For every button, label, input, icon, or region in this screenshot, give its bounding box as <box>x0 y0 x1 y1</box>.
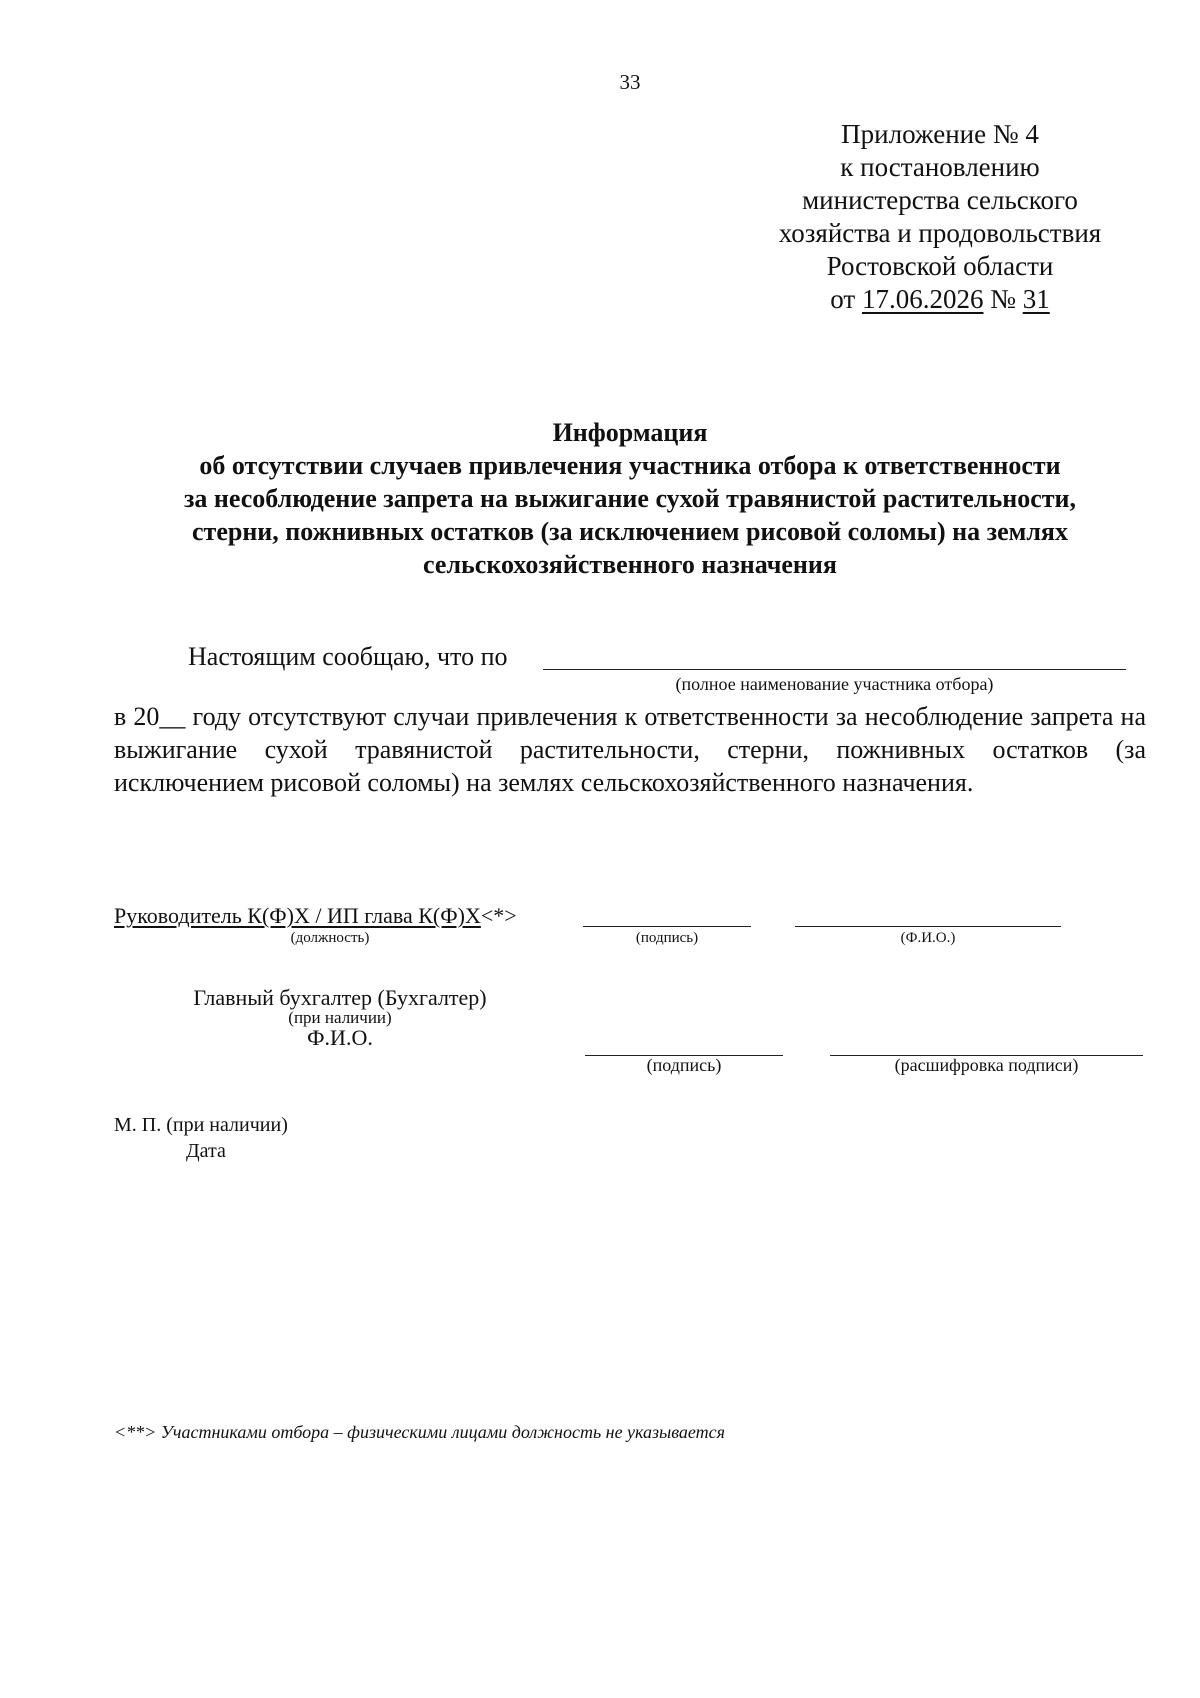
appendix-date-line <box>760 283 1120 316</box>
title-line: стерни, пожнивных остатков (за исключением рисовой соломы) на землях <box>192 517 1068 546</box>
appendix-line: Приложение № 4 <box>841 119 1039 149</box>
participant-name-blank[interactable] <box>543 669 1126 670</box>
appendix-line: к постановлению <box>840 152 1040 182</box>
participant-caption: (полное наименование участника отбора) <box>675 674 994 694</box>
appendix-line: Ростовской области <box>826 251 1054 281</box>
footnote-marker: <*> <box>480 903 517 928</box>
page-number: 33 <box>619 70 641 94</box>
stamp-place: М. П. (при наличии) <box>114 1114 288 1136</box>
head-position <box>114 903 517 929</box>
position-caption: (должность) <box>290 930 370 946</box>
signature-caption: (подпись) <box>635 930 699 946</box>
number-prefix: № <box>990 284 1016 314</box>
resolution-number: 31 <box>1022 284 1050 314</box>
accountant-fio: Ф.И.О. <box>307 1025 373 1050</box>
fio-caption: (Ф.И.О.) <box>900 930 956 946</box>
resolution-date: 17.06.2026 <box>861 284 984 314</box>
document-title <box>90 416 1170 581</box>
appendix-line: министерства сельского <box>802 185 1078 215</box>
accountant-signature-caption: (подпись) <box>646 1055 722 1075</box>
title-line: за несоблюдение запрета на выжигание сухой травянистой растительности, <box>183 484 1077 513</box>
title-line: сельскохозяйственного назначения <box>423 550 837 579</box>
intro-text: Настоящим сообщаю, что по <box>188 642 508 671</box>
body-paragraph: в 20__ году отсутствуют случаи привлечения к ответственности за несоблюдение запрета на выжигание сухой травянистой растительности, стерни, пожнивных остатков (за исключением рисовой соломы) на землях сельскохозяйственного назначения. <box>114 702 1146 797</box>
date-prefix: от <box>830 284 856 314</box>
appendix-line: хозяйства и продовольствия <box>778 218 1102 248</box>
decoding-caption: (расшифровка подписи) <box>894 1055 1079 1075</box>
date-label: Дата <box>186 1140 226 1162</box>
title-line: Информация <box>552 418 708 447</box>
head-position-text: Руководитель К(Ф)Х / ИП глава К(Ф)Х <box>114 903 481 928</box>
head-signature-blank[interactable] <box>583 926 751 927</box>
accountant-note: (при наличии) <box>288 1008 392 1027</box>
title-line: об отсутствии случаев привлечения участника отбора к ответственности <box>199 451 1061 480</box>
footnote: <**> Участниками отбора – физическими лицами должность не указывается <box>114 1422 726 1442</box>
accountant-title: Главный бухгалтер (Бухгалтер) <box>193 985 487 1010</box>
head-fio-blank[interactable] <box>795 926 1061 927</box>
appendix-block <box>760 118 1120 316</box>
accountant-block <box>160 986 520 1050</box>
